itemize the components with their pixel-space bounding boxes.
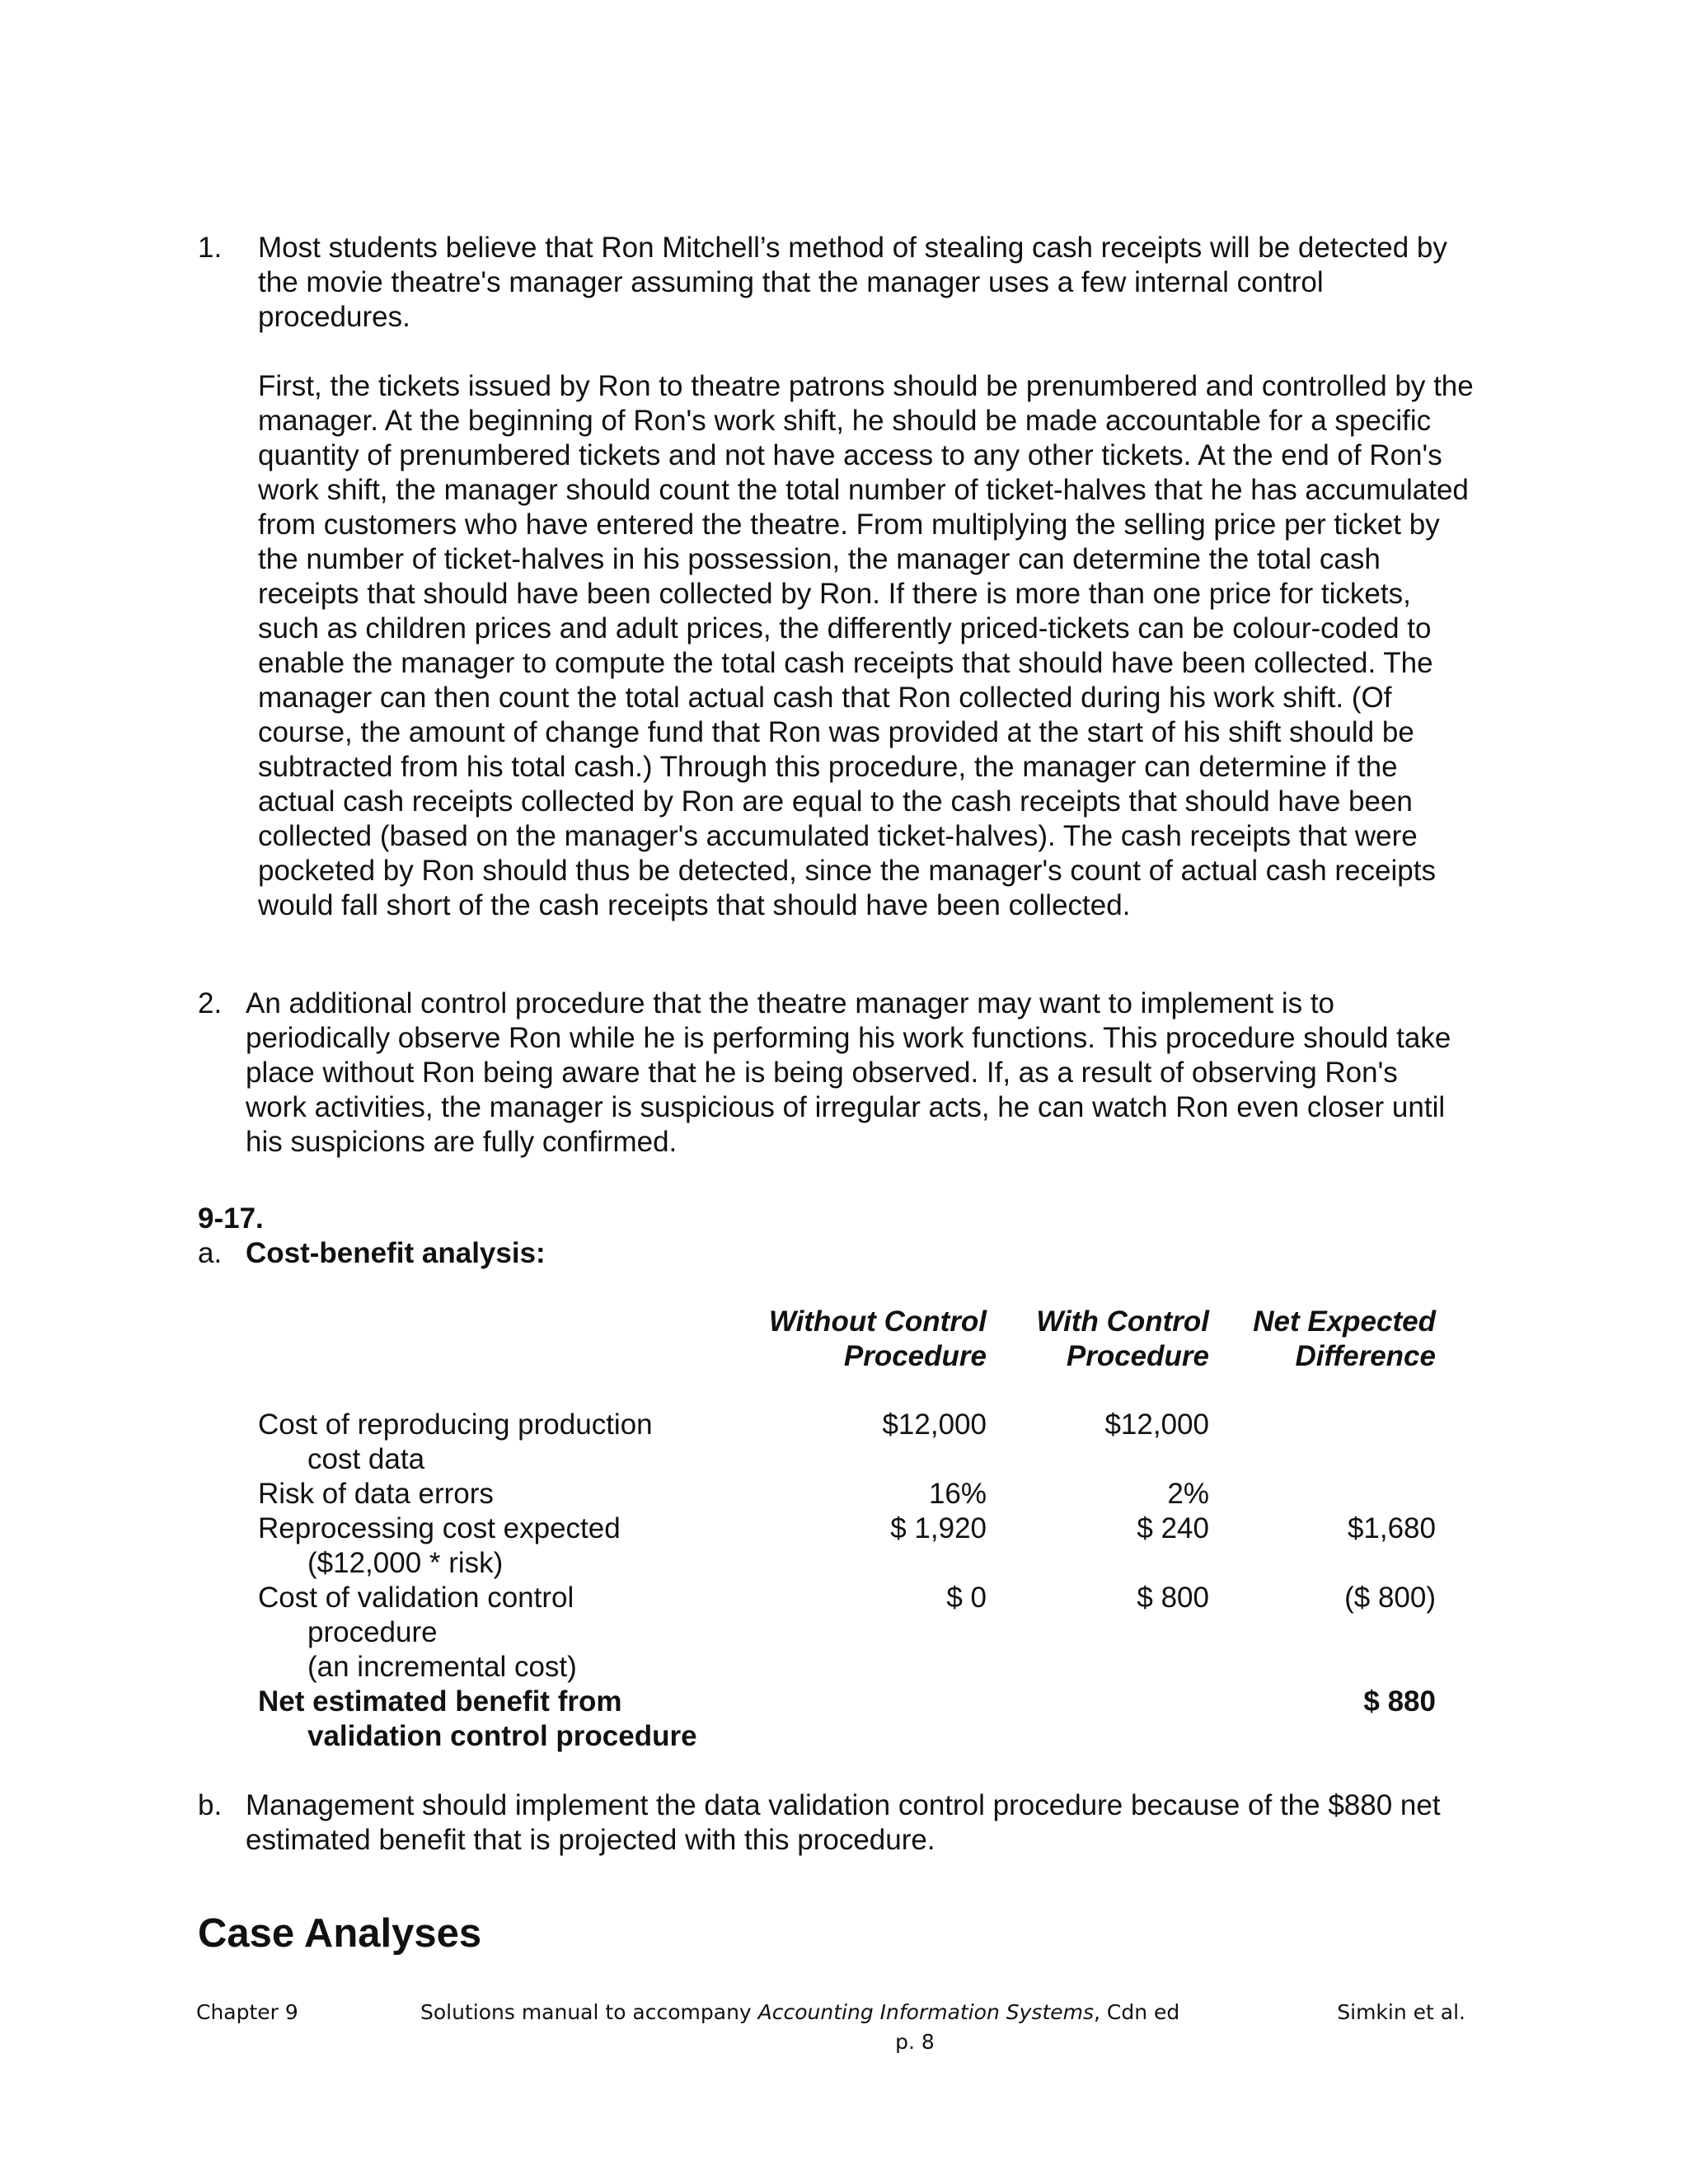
cell-with-control: 2% [1167, 1478, 1209, 1510]
column-header-with-control: With Control Procedure [1036, 1305, 1209, 1372]
row-label: Risk of data errors [258, 1478, 494, 1510]
part-b-text: Management should implement the data validation control procedure because of the $880 net estimated benefit that is projected with this procedure. [246, 1789, 1441, 1856]
cell-net-difference: $ 880 [1363, 1685, 1436, 1718]
cell-without-control: $ 1,920 [890, 1512, 987, 1544]
footer-authors: Simkin et al. [1337, 2000, 1465, 2024]
part-a-title: Cost-benefit analysis: [246, 1237, 546, 1269]
footer-title: Solutions manual to accompany Accounting Information Systems, Cdn ed [420, 2000, 1180, 2024]
cell-with-control: $12,000 [1104, 1408, 1209, 1441]
column-header-net-difference: Net Expected Difference [1253, 1305, 1436, 1372]
part-b-letter: b. [198, 1789, 223, 1821]
row-label: Cost of reproducing production cost data [258, 1408, 653, 1475]
page-number: p. 8 [895, 2030, 935, 2054]
cell-without-control: 16% [928, 1478, 987, 1510]
row-label: Reprocessing cost expected ($12,000 * risk) [258, 1512, 621, 1579]
footer-chapter: Chapter 9 [196, 2000, 298, 2024]
part-a-letter: a. [198, 1237, 223, 1269]
problem-id: 9-17. [198, 1202, 264, 1235]
cell-without-control: $ 0 [946, 1582, 987, 1614]
row-label: Net estimated benefit from validation control procedure [258, 1685, 697, 1752]
column-header-without-control: Without Control Procedure [768, 1305, 987, 1372]
cell-net-difference: $1,680 [1347, 1512, 1436, 1544]
item-number: 2. [198, 987, 223, 1019]
item-2-text: An additional control procedure that the theatre manager may want to implement is to periodically observe Ron while he is performing his work functions. This procedure should take place without Ron being aware that he is being observed. If, as a result of observing Ron's work activities, the manager is suspicious of irregular acts, he can watch Ron even closer until his suspicions are fully confirmed. [246, 987, 1451, 1158]
cell-without-control: $12,000 [882, 1408, 987, 1441]
item-1-intro: Most students believe that Ron Mitchell’s method of stealing cash receipts will be detected by the movie theatre's manager assuming that the manager uses a few internal control procedures. [258, 232, 1447, 333]
item-1-detail: First, the tickets issued by Ron to theatre patrons should be prenumbered and controlled by the manager. At the beginning of Ron's work shift, he should be made accountable for a specific quantity of prenumbered tickets and not have access to any other tickets. At the end of Ron's work shift, the manager should count the total number of ticket-halves that he has accumulated from customers who have entered the theatre. From multiplying the selling price per ticket by the number of ticket-halves in his possession, the manager can determine the total cash receipts that should have been collected by Ron. If there is more than one price for tickets, such as children prices and adult prices, the differently priced-tickets can be colour-coded to enable the manager to compute the total cash receipts that should have been collected. The manager can then count the total actual cash that Ron collected during his work shift. (Of course, the amount of change fund that Ron was provided at the start of his shift should be subtracted from his total cash.) Through this procedure, the manager can determine if the actual cash receipts collected by Ron are equal to the cash receipts that should have been collected (based on the manager's accumulated ticket-halves). The cash receipts that were pocketed by Ron should thus be detected, since the manager's count of actual cash receipts would fall short of the cash receipts that should have been collected. [258, 370, 1474, 921]
cell-net-difference: ($ 800) [1344, 1582, 1436, 1614]
cell-with-control: $ 800 [1137, 1582, 1209, 1614]
item-number: 1. [198, 232, 223, 264]
row-label: Cost of validation control procedure (an incremental cost) [258, 1582, 577, 1683]
section-heading: Case Analyses [198, 1911, 482, 1956]
cell-with-control: $ 240 [1137, 1512, 1209, 1544]
